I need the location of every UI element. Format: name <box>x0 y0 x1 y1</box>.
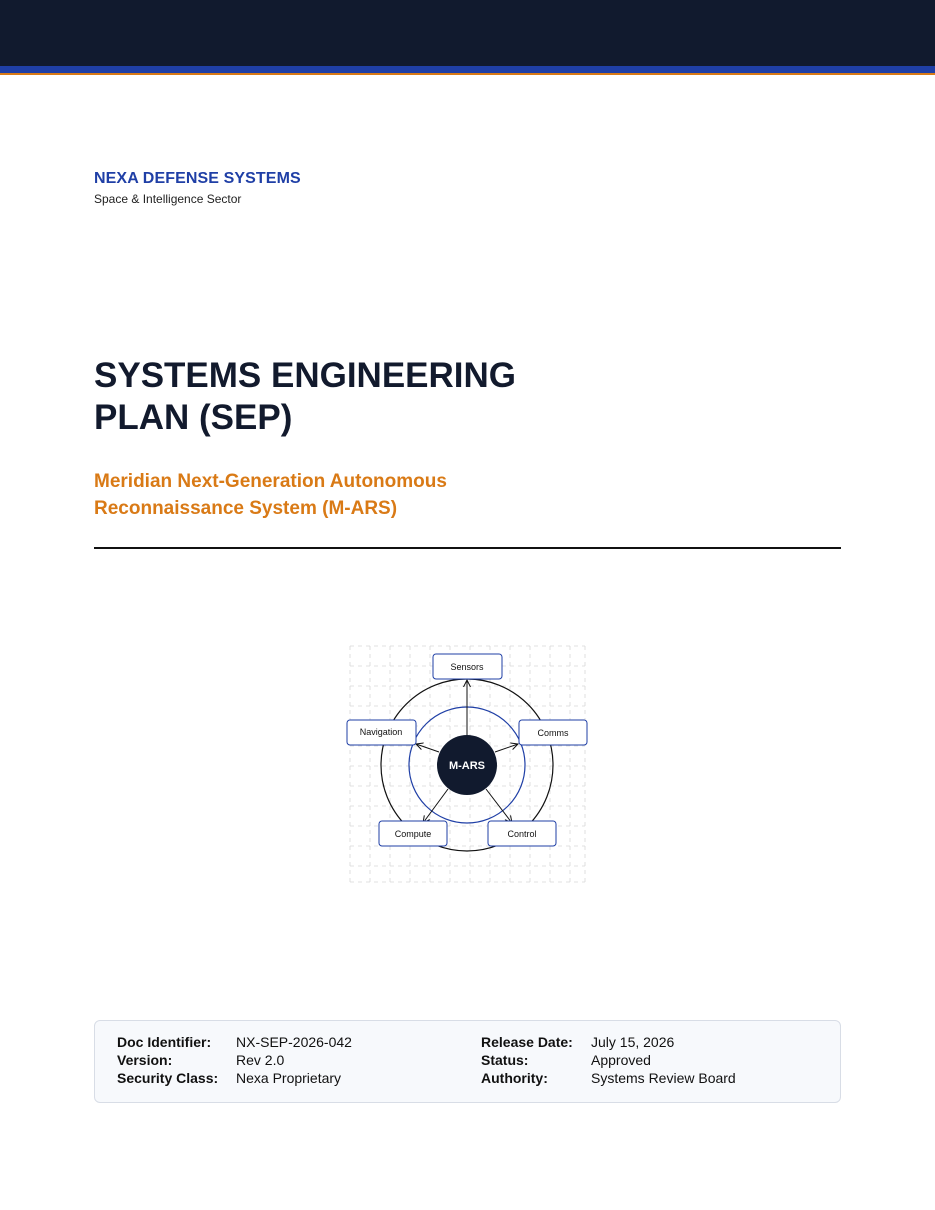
center-node-label: M-ARS <box>448 760 486 772</box>
status-value: Approved <box>591 1052 651 1068</box>
status-label: Status: <box>481 1052 529 1068</box>
doc-identifier-label: Doc Identifier: <box>117 1034 212 1050</box>
connector-navigation <box>416 744 439 752</box>
organization-name: NEXA DEFENSE SYSTEMS <box>94 170 301 187</box>
organization-block <box>94 170 301 206</box>
organization-sector: Space & Intelligence Sector <box>94 192 242 206</box>
node-navigation <box>347 720 416 745</box>
release-date-value: July 15, 2026 <box>591 1034 675 1050</box>
security-class-value: Nexa Proprietary <box>236 1070 342 1086</box>
security-class-label: Security Class: <box>117 1070 219 1086</box>
header-band <box>0 0 935 66</box>
authority-value: Systems Review Board <box>591 1070 736 1086</box>
node-compute <box>379 821 447 846</box>
node-comms <box>519 720 587 745</box>
header-stripe-orange <box>0 73 935 75</box>
node-navigation-label: Navigation <box>359 727 403 737</box>
release-date-label: Release Date: <box>481 1034 573 1050</box>
document-subtitle-line-1: Meridian Next-Generation Autonomous <box>94 471 447 492</box>
doc-identifier-value: NX-SEP-2026-042 <box>236 1034 352 1050</box>
document-title <box>94 355 516 439</box>
header-stripe-blue <box>0 66 935 73</box>
document-subtitle <box>94 468 447 522</box>
node-sensors-label: Sensors <box>450 662 484 672</box>
node-control <box>488 821 556 846</box>
document-title-line-1: SYSTEMS ENGINEERING <box>94 356 517 395</box>
version-label: Version: <box>117 1052 173 1068</box>
authority-label: Authority: <box>481 1070 548 1086</box>
node-compute-label: Compute <box>394 829 432 839</box>
title-divider <box>94 547 841 549</box>
system-architecture-diagram <box>344 644 592 884</box>
version-value: Rev 2.0 <box>236 1052 285 1068</box>
connector-comms <box>495 744 518 752</box>
node-comms-label: Comms <box>537 728 569 738</box>
node-sensors <box>433 654 502 679</box>
document-title-line-2: PLAN (SEP) <box>94 398 293 437</box>
document-subtitle-line-2: Reconnaissance System (M-ARS) <box>94 498 398 519</box>
document-metadata-panel <box>94 1020 841 1103</box>
node-control-label: Control <box>507 829 537 839</box>
